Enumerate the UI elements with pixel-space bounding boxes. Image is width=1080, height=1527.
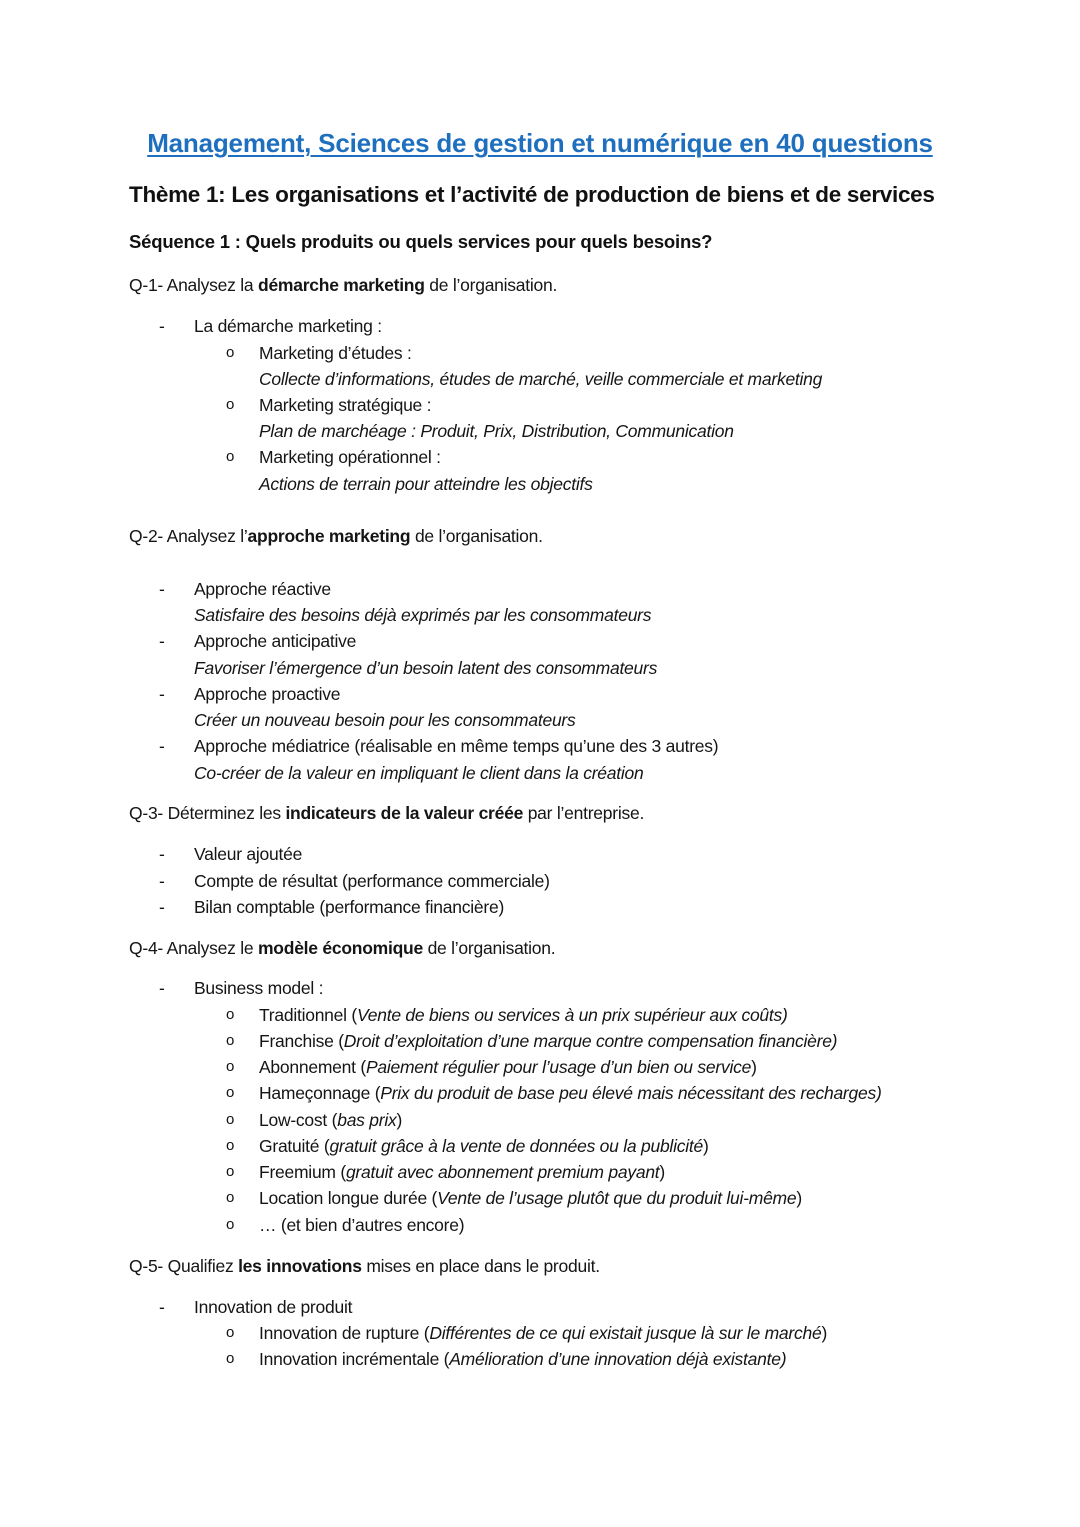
question-text: de l’organisation. — [424, 275, 558, 295]
list-item: Compte de résultat (performance commerciale) — [194, 871, 550, 891]
sub-list-item: Low-cost (bas prix) — [259, 1110, 403, 1130]
dash-bullet-icon: - — [159, 736, 165, 756]
list-description: Satisfaire des besoins déjà exprimés par les consommateurs — [194, 605, 652, 625]
sub-list-item: Abonnement (Paiement régulier pour l’usage d’un bien ou service) — [259, 1057, 757, 1077]
sub-list-description: Collecte d’informations, études de marché, veille commerciale et marketing — [259, 369, 823, 389]
list-description: Favoriser l’émergence d’un besoin latent des consommateurs — [194, 658, 658, 678]
circle-bullet-icon: o — [226, 396, 235, 413]
circle-bullet-icon: o — [226, 344, 235, 361]
question-1 — [129, 274, 557, 296]
dash-bullet-icon: - — [159, 1297, 165, 1317]
circle-bullet-icon: o — [226, 1084, 235, 1101]
list-item: Innovation de produit — [194, 1297, 353, 1317]
question-3 — [129, 802, 644, 824]
question-text: Q-2- Analysez l’ — [129, 526, 248, 546]
sub-list-item: Gratuité (gratuit grâce à la vente de données ou la publicité) — [259, 1136, 709, 1156]
question-5 — [129, 1255, 600, 1277]
circle-bullet-icon: o — [226, 1189, 235, 1206]
sub-list-description: Actions de terrain pour atteindre les objectifs — [259, 474, 593, 494]
circle-bullet-icon: o — [226, 1216, 235, 1233]
question-text: mises en place dans le produit. — [361, 1256, 600, 1276]
question-text: Q-1- Analysez la — [129, 275, 258, 295]
circle-bullet-icon: o — [226, 1137, 235, 1154]
sub-list-item: Marketing d’études : — [259, 343, 412, 363]
circle-bullet-icon: o — [226, 1163, 235, 1180]
sub-list-item: Freemium (gratuit avec abonnement premium payant) — [259, 1162, 665, 1182]
question-text: de l’organisation. — [410, 526, 543, 546]
circle-bullet-icon: o — [226, 1111, 235, 1128]
sub-list-item: Innovation incrémentale (Amélioration d’une innovation déjà existante) — [259, 1349, 787, 1369]
list-item: Business model : — [194, 978, 324, 998]
circle-bullet-icon: o — [226, 1006, 235, 1023]
list-item: Approche anticipative — [194, 631, 357, 651]
question-keyword: modèle économique — [258, 938, 423, 958]
list-item: La démarche marketing : — [194, 316, 382, 336]
list-item: Valeur ajoutée — [194, 844, 303, 864]
sub-list-item: Innovation de rupture (Différentes de ce qui existait jusque là sur le marché) — [259, 1323, 828, 1343]
question-keyword: les innovations — [238, 1256, 362, 1276]
circle-bullet-icon: o — [226, 1032, 235, 1049]
dash-bullet-icon: - — [159, 684, 165, 704]
theme-heading: Thème 1: Les organisations et l’activité de production de biens et de services — [129, 182, 935, 207]
list-description: Co-créer de la valeur en impliquant le client dans la création — [194, 763, 644, 783]
question-keyword: démarche marketing — [258, 275, 425, 295]
question-2 — [129, 525, 543, 547]
list-item: Bilan comptable (performance financière) — [194, 897, 505, 917]
sequence-heading: Séquence 1 : Quels produits ou quels services pour quels besoins? — [129, 231, 713, 252]
question-text: par l’entreprise. — [523, 803, 645, 823]
sub-list-item: Hameçonnage (Prix du produit de base peu élevé mais nécessitant des recharges) — [259, 1083, 882, 1103]
sub-list-item: … (et bien d’autres encore) — [259, 1215, 465, 1235]
circle-bullet-icon: o — [226, 1058, 235, 1075]
sub-list-description: Plan de marchéage : Produit, Prix, Distribution, Communication — [259, 421, 734, 441]
dash-bullet-icon: - — [159, 978, 165, 998]
dash-bullet-icon: - — [159, 844, 165, 864]
document-title: Management, Sciences de gestion et numérique en 40 questions — [147, 128, 933, 158]
sub-list-item: Marketing stratégique : — [259, 395, 432, 415]
circle-bullet-icon: o — [226, 448, 235, 465]
sub-list-item: Location longue durée (Vente de l’usage plutôt que du produit lui-même) — [259, 1188, 802, 1208]
list-item: Approche médiatrice (réalisable en même temps qu’une des 3 autres) — [194, 736, 719, 756]
dash-bullet-icon: - — [159, 631, 165, 651]
dash-bullet-icon: - — [159, 871, 165, 891]
list-description: Créer un nouveau besoin pour les consommateurs — [194, 710, 576, 730]
dash-bullet-icon: - — [159, 316, 165, 336]
question-4 — [129, 937, 555, 959]
list-item: Approche réactive — [194, 579, 331, 599]
question-keyword: indicateurs de la valeur créée — [285, 803, 524, 823]
question-text: Q-5- Qualifiez — [129, 1256, 239, 1276]
list-item: Approche proactive — [194, 684, 341, 704]
sub-list-item: Marketing opérationnel : — [259, 447, 441, 467]
circle-bullet-icon: o — [226, 1324, 235, 1341]
question-text: de l’organisation. — [422, 938, 556, 958]
dash-bullet-icon: - — [159, 897, 165, 917]
dash-bullet-icon: - — [159, 579, 165, 599]
question-text: Q-3- Déterminez les — [129, 803, 286, 823]
question-keyword: approche marketing — [247, 526, 411, 546]
sub-list-item: Traditionnel (Vente de biens ou services à un prix supérieur aux coûts) — [259, 1005, 788, 1025]
sub-list-item: Franchise (Droit d’exploitation d’une marque contre compensation financière) — [259, 1031, 838, 1051]
circle-bullet-icon: o — [226, 1350, 235, 1367]
question-text: Q-4- Analysez le — [129, 938, 258, 958]
